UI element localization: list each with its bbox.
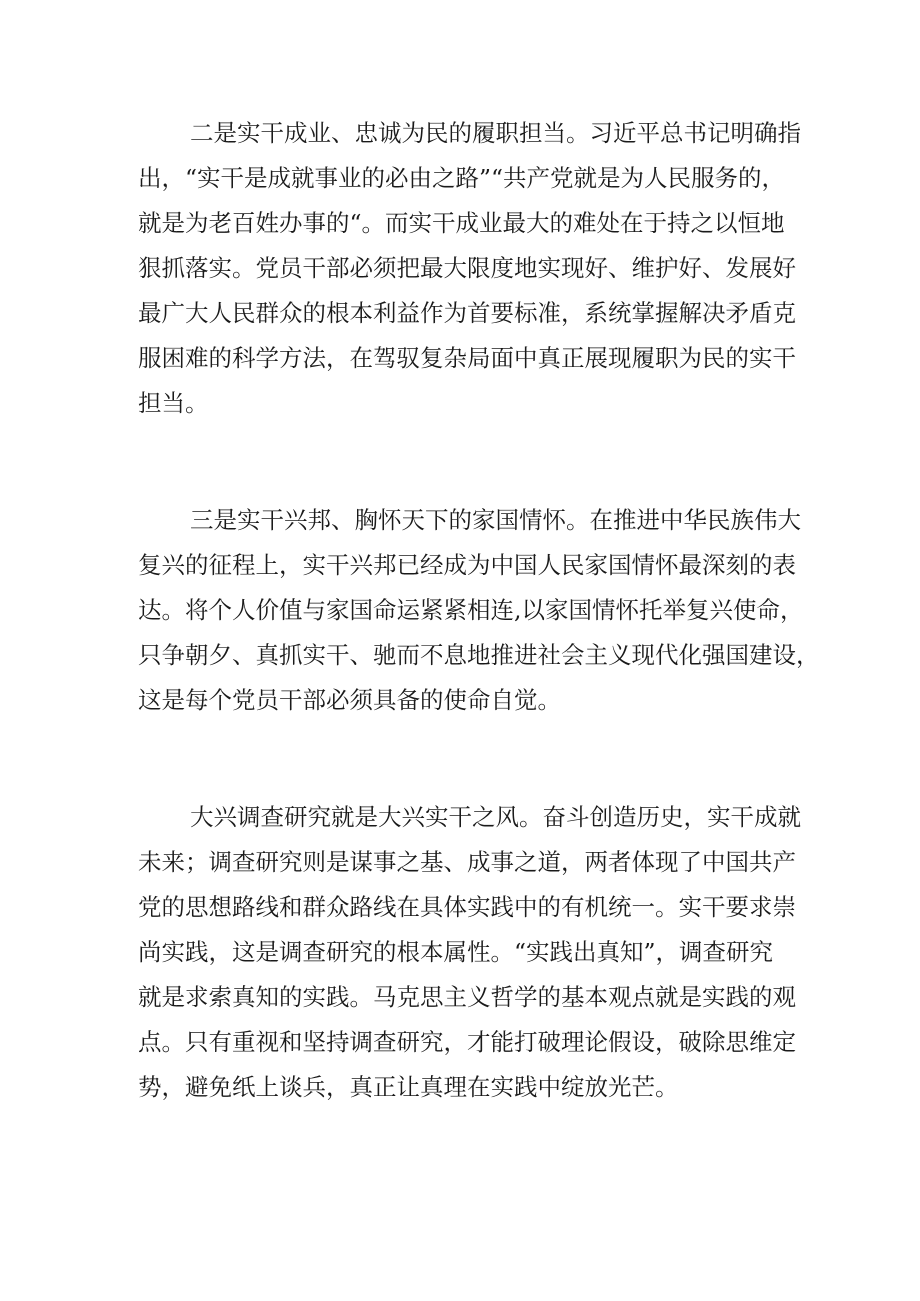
paragraph-line: 狠抓落实。党员干部必须把最大限度地实现好、维护好、发展好 xyxy=(138,254,796,282)
paragraph-line: 就是为老百姓办事的“。而实干成业最大的难处在于持之以恒地 xyxy=(138,209,785,237)
paragraph-line: 点。只有重视和坚持调查研究，才能打破理论假设，破除思维定 xyxy=(138,1028,796,1056)
paragraph-line: 最广大人民群众的根本利益作为首要标准，系统掌握解决矛盾克 xyxy=(138,299,796,327)
paragraph-line: 二是实干成业、忠诚为民的履职担当。习近平总书记明确指 xyxy=(190,119,801,147)
paragraph-line: 达。将个人价值与家国命运紧紧相连,以家国情怀托举复兴使命， xyxy=(138,596,804,624)
paragraph-line: 就是求索真知的实践。马克思主义哲学的基本观点就是实践的观 xyxy=(138,983,796,1011)
paragraph-line: 三是实干兴邦、胸怀天下的家国情怀。在推进中华民族伟大 xyxy=(190,506,801,534)
paragraph-line: 服困难的科学方法，在驾驭复杂局面中真正展现履职为民的实干 xyxy=(138,344,796,372)
paragraph-line: 大兴调查研究就是大兴实干之风。奋斗创造历史，实干成就 xyxy=(190,803,801,831)
paragraph-line: 党的思想路线和群众路线在具体实践中的有机统一。实干要求崇 xyxy=(138,893,796,921)
paragraph-line: 势，避免纸上谈兵，真正让真理在实践中绽放光芒。 xyxy=(138,1073,679,1101)
paragraph-line: 未来；调查研究则是谋事之基、成事之道，两者体现了中国共产 xyxy=(138,848,796,876)
paragraph-line: 复兴的征程上，实干兴邦已经成为中国人民家国情怀最深刻的表 xyxy=(138,551,796,579)
paragraph-line: 尚实践，这是调查研究的根本属性。“实践出真知”，调查研究 xyxy=(138,938,774,966)
paragraph-line: 出，“实干是成就事业的必由之路”“共产党就是为人民服务的， xyxy=(138,164,786,192)
paragraph-line: 只争朝夕、真抓实干、驰而不息地推进社会主义现代化强国建设， xyxy=(138,641,820,669)
paragraph-line: 担当。 xyxy=(138,389,209,417)
paragraph-line: 这是每个党员干部必须具备的使命自觉。 xyxy=(138,686,561,714)
